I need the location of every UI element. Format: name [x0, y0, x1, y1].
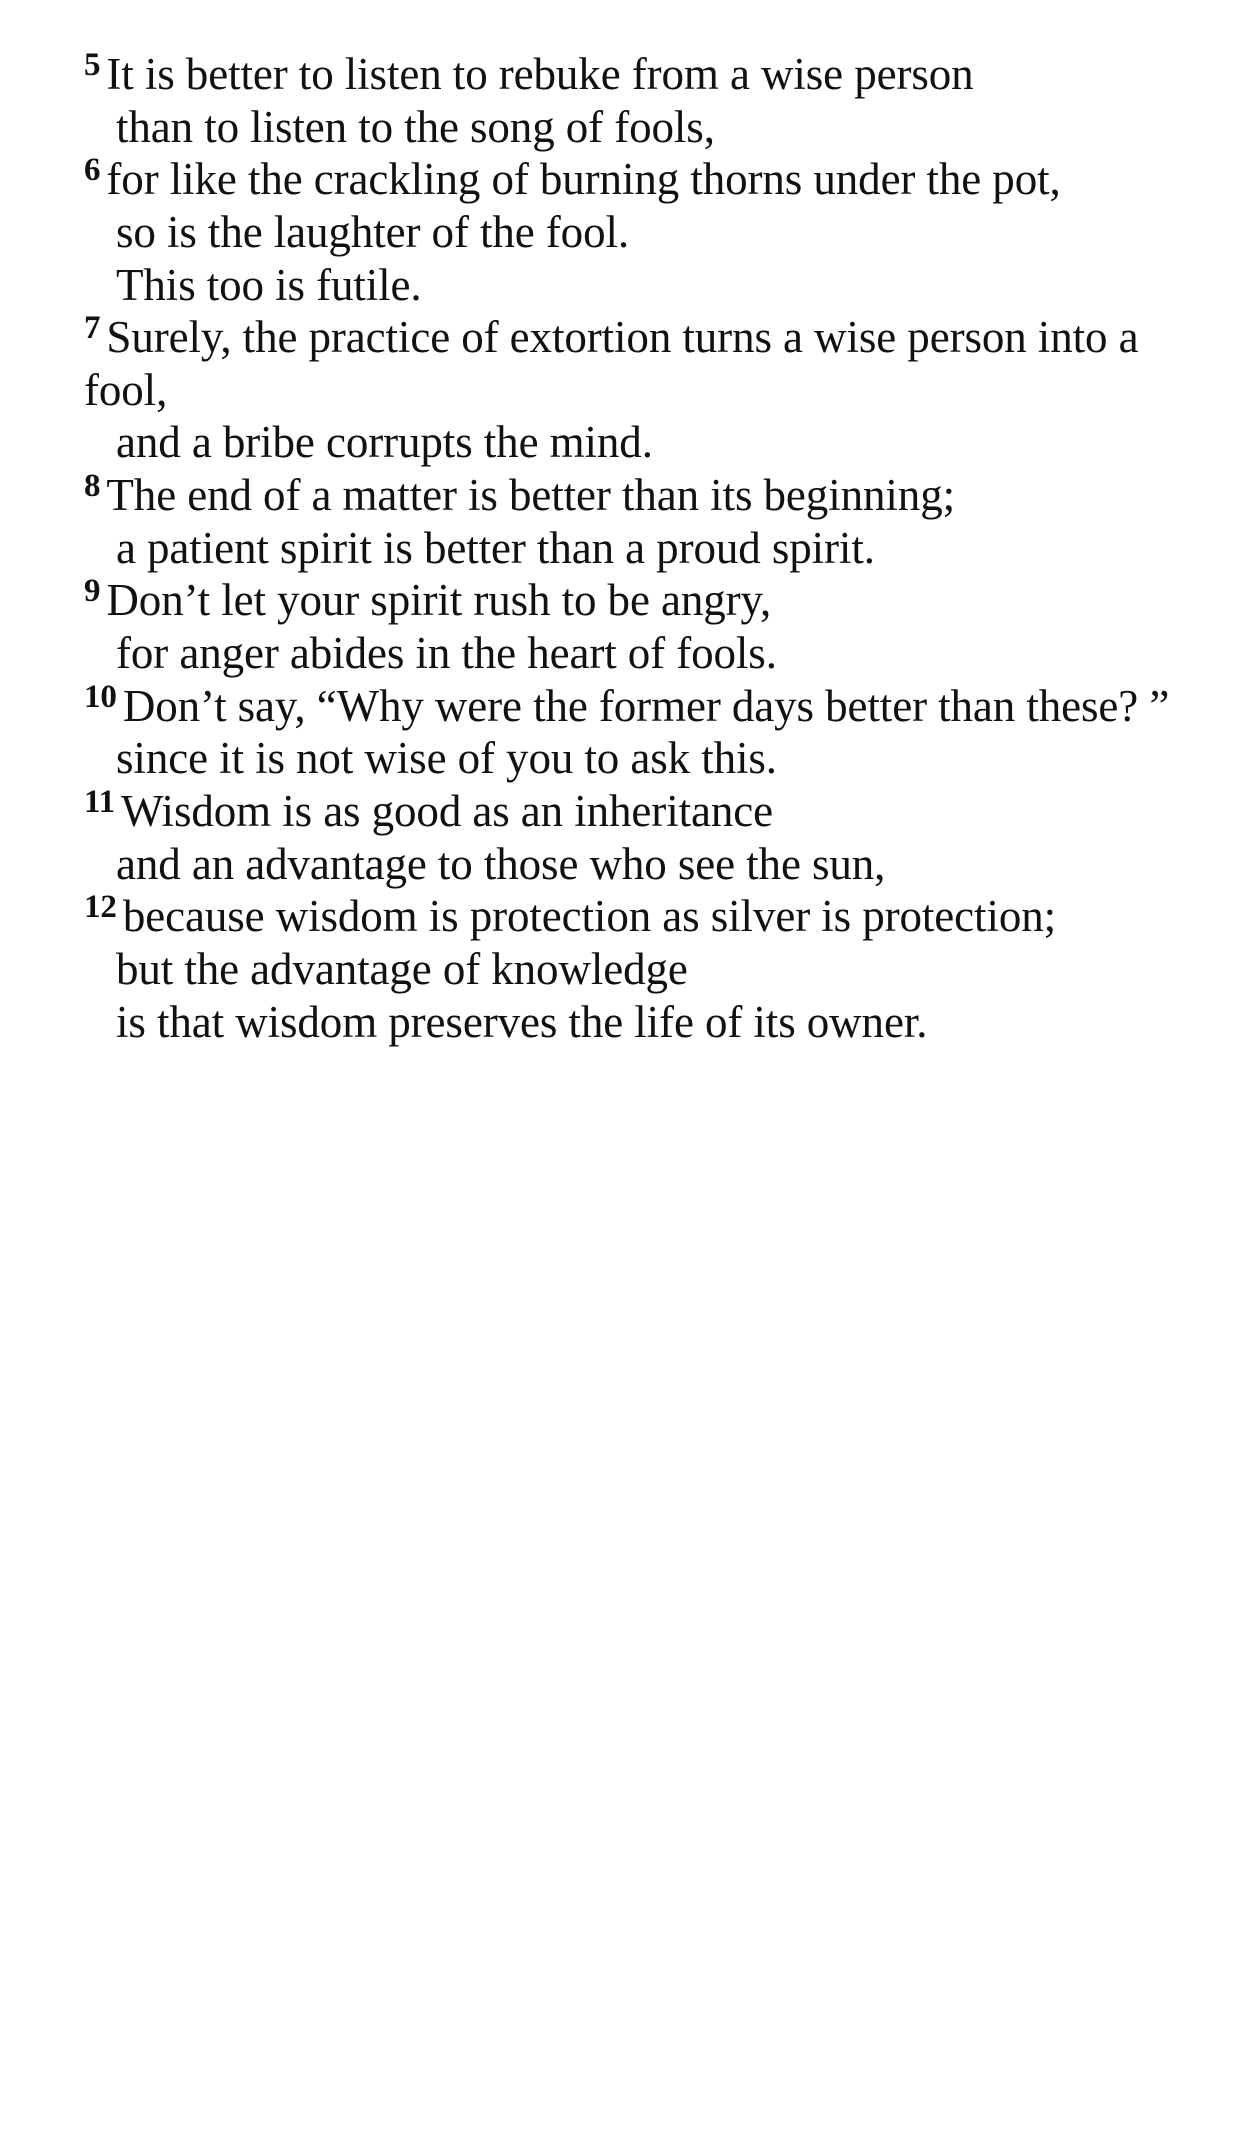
- verse-text: than to listen to the song of fools,: [116, 101, 715, 152]
- verse-line: [84, 206, 1190, 259]
- verse-line: [84, 469, 1190, 522]
- verse-number: 9: [84, 573, 101, 610]
- verse-text: Wisdom is as good as an inheritance: [120, 785, 774, 836]
- verse-text: is that wisdom preserves the life of its owner.: [116, 996, 928, 1047]
- verse: [84, 574, 1190, 679]
- verse-number: 8: [84, 468, 101, 505]
- verse: [84, 680, 1190, 785]
- verse-number: 7: [84, 310, 101, 347]
- verse-text: Surely, the practice of extortion turns a wise person into a fool,: [84, 312, 1139, 415]
- verse-text: for anger abides in the heart of fools.: [116, 628, 777, 679]
- verse-line: [84, 153, 1190, 206]
- verse-text: because wisdom is protection as silver is protection;: [122, 891, 1057, 942]
- verse-text: It is better to listen to rebuke from a wise person: [106, 49, 974, 99]
- verse-line: [84, 416, 1190, 469]
- verse-text: for like the crackling of burning thorns under the pot,: [106, 154, 1061, 205]
- verse-line: [84, 627, 1190, 680]
- verse-text: since it is not wise of you to ask this.: [116, 733, 777, 784]
- verse-text: and a bribe corrupts the mind.: [116, 417, 653, 468]
- verse-line: [84, 838, 1190, 891]
- verse: [84, 311, 1190, 469]
- verse-text: Don’t let your spirit rush to be angry,: [106, 575, 772, 626]
- verse-text: a patient spirit is better than a proud spirit.: [116, 522, 875, 573]
- verse-number: 10: [84, 678, 117, 715]
- verse: [84, 890, 1190, 1048]
- verse-line: [84, 890, 1190, 943]
- verse-line: [84, 101, 1190, 154]
- verse-line: [84, 785, 1190, 838]
- verse-text: Don’t say, “Why were the former days better than these? ”: [122, 680, 1170, 731]
- verse: [84, 48, 1190, 153]
- verse-text: This too is futile.: [116, 259, 422, 310]
- verse-line: [84, 48, 1190, 101]
- verse-line: [84, 680, 1190, 733]
- verse: [84, 153, 1190, 311]
- verse-line: [84, 574, 1190, 627]
- verse-line: [84, 943, 1190, 996]
- verse-text: The end of a matter is better than its beginning;: [106, 470, 956, 521]
- passage-body: [84, 48, 1190, 1048]
- verse-line: [84, 996, 1190, 1049]
- verse: [84, 469, 1190, 574]
- verse-number: 12: [84, 889, 117, 926]
- verse-number: 6: [84, 152, 101, 189]
- verse-line: [84, 732, 1190, 785]
- verse-line: [84, 522, 1190, 575]
- verse-line: [84, 259, 1190, 312]
- verse: [84, 785, 1190, 890]
- verse-text: and an advantage to those who see the sun,: [116, 838, 886, 889]
- verse-text: so is the laughter of the fool.: [116, 206, 630, 257]
- verse-line: [84, 311, 1190, 416]
- verse-number: 11: [84, 783, 115, 820]
- verse-text: but the advantage of knowledge: [116, 943, 688, 994]
- verse-number: 5: [84, 47, 101, 83]
